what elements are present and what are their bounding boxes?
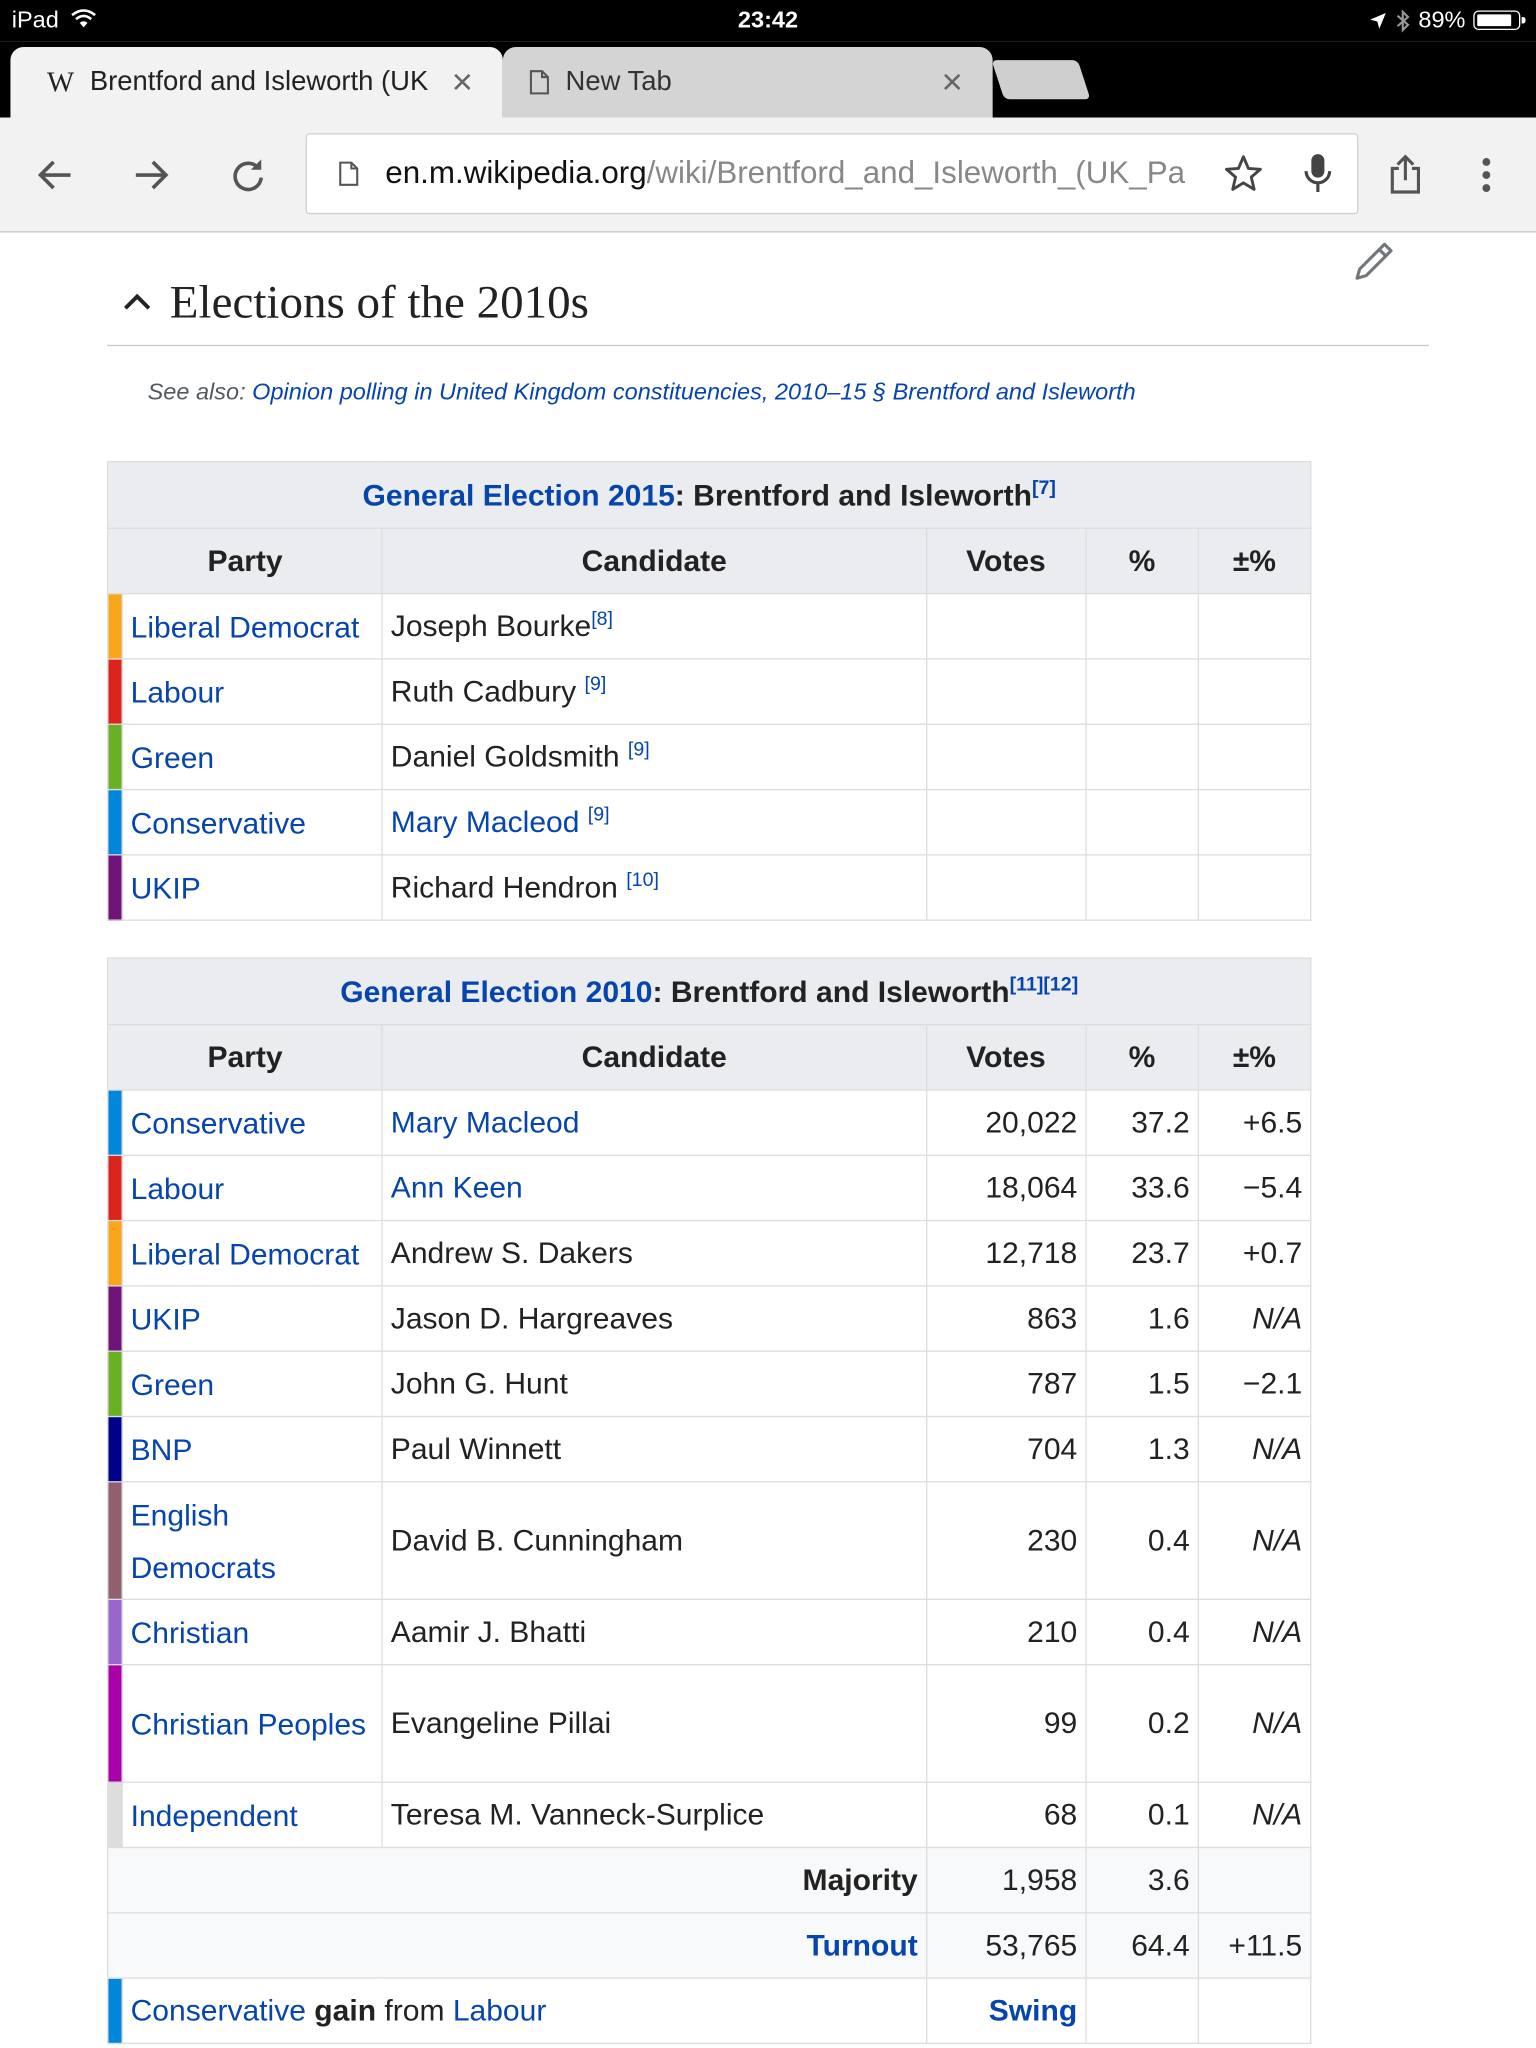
back-button[interactable] bbox=[29, 149, 81, 201]
votes-cell: 863 bbox=[926, 1286, 1086, 1351]
header-votes: Votes bbox=[926, 1025, 1086, 1090]
majority-change bbox=[1198, 1848, 1311, 1913]
candidate-name bbox=[382, 724, 926, 789]
location-arrow-icon bbox=[1369, 11, 1387, 29]
table-row bbox=[108, 1351, 1311, 1416]
party-name[interactable]: Labour bbox=[122, 659, 382, 724]
result-text bbox=[122, 1978, 926, 2043]
party-color-bar bbox=[108, 1155, 122, 1220]
header-pct: % bbox=[1086, 528, 1198, 593]
party-color-bar bbox=[108, 724, 122, 789]
change-cell: −2.1 bbox=[1198, 1351, 1311, 1416]
reference-link[interactable]: [8] bbox=[591, 607, 613, 630]
votes-cell bbox=[926, 594, 1086, 659]
party-name[interactable]: Christian Peoples bbox=[122, 1665, 382, 1783]
header-pct: % bbox=[1086, 1025, 1198, 1090]
page-info-icon bbox=[338, 161, 359, 187]
see-also-note bbox=[148, 379, 1136, 406]
swing-value bbox=[1086, 1978, 1198, 2043]
reference-link[interactable]: [9] bbox=[587, 803, 610, 826]
tab-strip bbox=[0, 42, 1536, 118]
header-candidate: Candidate bbox=[382, 1025, 926, 1090]
table-row bbox=[108, 1416, 1311, 1481]
change-cell: −5.4 bbox=[1198, 1155, 1311, 1220]
candidate-name: Aamir J. Bhatti bbox=[382, 1599, 926, 1664]
candidate-name: John G. Hunt bbox=[382, 1351, 926, 1416]
election-2010-table bbox=[107, 957, 1311, 2044]
candidate-name: Andrew S. Dakers bbox=[382, 1221, 926, 1286]
menu-button[interactable] bbox=[1460, 149, 1512, 201]
votes-cell: 68 bbox=[926, 1782, 1086, 1847]
votes-cell: 787 bbox=[926, 1351, 1086, 1416]
pct-cell: 0.2 bbox=[1086, 1665, 1198, 1783]
reference-link[interactable]: [9] bbox=[584, 673, 607, 696]
page-content bbox=[0, 232, 1536, 2048]
party-color-bar bbox=[108, 1665, 122, 1783]
votes-cell: 230 bbox=[926, 1482, 1086, 1600]
party-name[interactable]: UKIP bbox=[122, 1286, 382, 1351]
party-name[interactable]: BNP bbox=[122, 1416, 382, 1481]
header-candidate: Candidate bbox=[382, 528, 926, 593]
table-row bbox=[108, 1090, 1311, 1155]
candidate-name: Jason D. Hargreaves bbox=[382, 1286, 926, 1351]
candidate-name bbox=[382, 855, 926, 920]
party-color-bar bbox=[108, 1416, 122, 1481]
votes-cell: 12,718 bbox=[926, 1221, 1086, 1286]
table-row bbox=[108, 790, 1311, 855]
back-arrow-icon bbox=[37, 157, 74, 194]
table-caption bbox=[108, 958, 1311, 1025]
change-cell: N/A bbox=[1198, 1286, 1311, 1351]
party-name[interactable]: Conservative bbox=[122, 1090, 382, 1155]
chevron-up-icon bbox=[123, 293, 152, 311]
turnout-label[interactable]: Turnout bbox=[108, 1913, 926, 1978]
table-row bbox=[108, 1665, 1311, 1783]
pct-cell bbox=[1086, 724, 1198, 789]
tab-new-tab[interactable] bbox=[503, 47, 993, 118]
battery-icon bbox=[1473, 10, 1520, 30]
change-cell bbox=[1198, 790, 1311, 855]
status-right bbox=[1369, 7, 1521, 34]
votes-cell bbox=[926, 855, 1086, 920]
votes-cell: 210 bbox=[926, 1599, 1086, 1664]
candidate-name[interactable] bbox=[382, 790, 926, 855]
bluetooth-icon bbox=[1395, 8, 1411, 32]
battery-percent: 89% bbox=[1418, 6, 1466, 33]
caption-refs[interactable]: [11][12] bbox=[1009, 972, 1079, 996]
candidate-label: Daniel Goldsmith bbox=[390, 739, 628, 774]
forward-arrow-icon bbox=[133, 157, 170, 194]
party-color-bar bbox=[108, 1482, 122, 1600]
change-cell bbox=[1198, 855, 1311, 920]
change-cell: N/A bbox=[1198, 1782, 1311, 1847]
election-2015-table bbox=[107, 461, 1311, 921]
candidate-name[interactable]: Mary Macleod bbox=[382, 1090, 926, 1155]
header-change: ±% bbox=[1198, 1025, 1311, 1090]
close-tab-icon[interactable]: × bbox=[941, 61, 963, 102]
caption-link[interactable]: General Election 2010 bbox=[340, 973, 653, 1008]
new-tab-button[interactable] bbox=[992, 60, 1091, 99]
candidate-name: Teresa M. Vanneck-Surplice bbox=[382, 1782, 926, 1847]
share-button[interactable] bbox=[1379, 149, 1431, 201]
wikipedia-favicon-icon: W bbox=[47, 65, 75, 98]
pct-cell: 1.5 bbox=[1086, 1351, 1198, 1416]
party-color-bar bbox=[108, 1286, 122, 1351]
party-name[interactable]: English Democrats bbox=[122, 1482, 382, 1600]
candidate-name: Paul Winnett bbox=[382, 1416, 926, 1481]
change-cell: N/A bbox=[1198, 1665, 1311, 1783]
browser-toolbar bbox=[0, 118, 1536, 233]
turnout-change: +11.5 bbox=[1198, 1913, 1311, 1978]
party-color-bar bbox=[108, 594, 122, 659]
swing-change bbox=[1198, 1978, 1311, 2043]
votes-cell: 20,022 bbox=[926, 1090, 1086, 1155]
table-row bbox=[108, 659, 1311, 724]
pct-cell: 1.6 bbox=[1086, 1286, 1198, 1351]
table-row bbox=[108, 1155, 1311, 1220]
candidate-name bbox=[382, 594, 926, 659]
table-row bbox=[108, 1782, 1311, 1847]
see-also-label: See also: bbox=[147, 378, 253, 405]
party-name[interactable]: Conservative bbox=[122, 790, 382, 855]
device-name: iPad bbox=[11, 6, 59, 33]
see-also-link[interactable]: Opinion polling in United Kingdom constituencies, 2010–15 § Brentford and Isleworth bbox=[252, 378, 1136, 405]
candidate-name: David B. Cunningham bbox=[382, 1482, 926, 1600]
change-cell bbox=[1198, 659, 1311, 724]
forward-button[interactable] bbox=[125, 149, 177, 201]
tab-wikipedia[interactable] bbox=[10, 47, 502, 118]
votes-cell bbox=[926, 659, 1086, 724]
majority-label: Majority bbox=[108, 1848, 926, 1913]
party-color-bar bbox=[108, 1351, 122, 1416]
candidate-name bbox=[382, 659, 926, 724]
votes-cell bbox=[926, 724, 1086, 789]
pct-cell: 37.2 bbox=[1086, 1090, 1198, 1155]
candidate-label[interactable]: Mary Macleod bbox=[390, 804, 588, 839]
party-color-bar bbox=[108, 1221, 122, 1286]
party-name[interactable]: Christian bbox=[122, 1599, 382, 1664]
section-heading[interactable] bbox=[107, 259, 1429, 347]
reference-link[interactable]: [9] bbox=[627, 738, 650, 761]
candidate-name[interactable]: Ann Keen bbox=[382, 1155, 926, 1220]
header-change: ±% bbox=[1198, 528, 1311, 593]
pct-cell: 0.4 bbox=[1086, 1599, 1198, 1664]
table-row bbox=[108, 1599, 1311, 1664]
party-color-bar bbox=[108, 855, 122, 920]
result-from-party[interactable]: Labour bbox=[452, 1993, 547, 2028]
pct-cell bbox=[1086, 855, 1198, 920]
swing-label[interactable]: Swing bbox=[926, 1978, 1086, 2043]
caption-link[interactable]: General Election 2015 bbox=[362, 477, 675, 512]
turnout-pct: 64.4 bbox=[1086, 1913, 1198, 1978]
table-row bbox=[108, 855, 1311, 920]
close-tab-icon[interactable]: × bbox=[451, 61, 474, 102]
party-color-bar bbox=[108, 1599, 122, 1664]
party-color-bar bbox=[108, 1978, 122, 2043]
party-color-bar bbox=[108, 659, 122, 724]
change-cell: N/A bbox=[1198, 1482, 1311, 1600]
microphone-icon[interactable] bbox=[1302, 153, 1333, 195]
reference-link[interactable]: [10] bbox=[626, 869, 659, 892]
table-row bbox=[108, 1482, 1311, 1600]
caption-text: : Brentford and Isleworth bbox=[652, 973, 1010, 1008]
party-name[interactable]: Liberal Democrat bbox=[122, 594, 382, 659]
table-caption bbox=[108, 462, 1311, 529]
url-path: /wiki/Brentford_and_Isleworth_(UK_Pa bbox=[646, 155, 1186, 191]
table-row bbox=[108, 724, 1311, 789]
table-row bbox=[108, 1286, 1311, 1351]
caption-text: : Brentford and Isleworth bbox=[674, 477, 1032, 512]
pct-cell: 1.3 bbox=[1086, 1416, 1198, 1481]
bookmark-star-icon[interactable] bbox=[1224, 154, 1263, 193]
votes-cell: 704 bbox=[926, 1416, 1086, 1481]
address-bar[interactable] bbox=[306, 133, 1359, 214]
change-cell: +0.7 bbox=[1198, 1221, 1311, 1286]
candidate-label: Ruth Cadbury bbox=[390, 673, 585, 708]
pct-cell: 33.6 bbox=[1086, 1155, 1198, 1220]
pct-cell: 23.7 bbox=[1086, 1221, 1198, 1286]
party-name[interactable]: Labour bbox=[122, 1155, 382, 1220]
change-cell bbox=[1198, 724, 1311, 789]
party-name[interactable]: Independent bbox=[122, 1782, 382, 1847]
votes-cell: 18,064 bbox=[926, 1155, 1086, 1220]
candidate-name: Evangeline Pillai bbox=[382, 1665, 926, 1783]
votes-cell: 99 bbox=[926, 1665, 1086, 1783]
party-color-bar bbox=[108, 790, 122, 855]
pct-cell: 0.4 bbox=[1086, 1482, 1198, 1600]
turnout-votes: 53,765 bbox=[926, 1913, 1086, 1978]
change-cell: N/A bbox=[1198, 1416, 1311, 1481]
party-name[interactable]: Liberal Democrat bbox=[122, 1221, 382, 1286]
table-row bbox=[108, 594, 1311, 659]
url-text bbox=[385, 155, 1208, 192]
status-bar bbox=[0, 0, 1536, 42]
pct-cell bbox=[1086, 594, 1198, 659]
pct-cell bbox=[1086, 659, 1198, 724]
candidate-label: Joseph Bourke bbox=[390, 608, 592, 643]
majority-pct: 3.6 bbox=[1086, 1848, 1198, 1913]
pct-cell bbox=[1086, 790, 1198, 855]
tab-title: New Tab bbox=[565, 66, 672, 97]
page-icon bbox=[529, 69, 550, 95]
share-icon bbox=[1388, 154, 1422, 196]
party-name[interactable]: Green bbox=[122, 724, 382, 789]
result-gain: gain bbox=[305, 1993, 377, 2028]
pct-cell: 0.1 bbox=[1086, 1782, 1198, 1847]
reload-icon bbox=[230, 157, 267, 194]
party-color-bar bbox=[108, 1090, 122, 1155]
reload-button[interactable] bbox=[222, 149, 274, 201]
candidate-label: Richard Hendron bbox=[390, 869, 627, 904]
header-votes: Votes bbox=[926, 528, 1086, 593]
header-party: Party bbox=[108, 1025, 383, 1090]
result-from: from bbox=[376, 1993, 453, 2028]
caption-refs[interactable]: [7] bbox=[1031, 476, 1056, 499]
change-cell bbox=[1198, 594, 1311, 659]
party-name[interactable]: UKIP bbox=[122, 855, 382, 920]
clock: 23:42 bbox=[737, 6, 799, 33]
party-name[interactable]: Green bbox=[122, 1351, 382, 1416]
url-host: en.m.wikipedia.org bbox=[385, 155, 647, 191]
change-cell: +6.5 bbox=[1198, 1090, 1311, 1155]
section-title: Elections of the 2010s bbox=[169, 275, 589, 328]
majority-votes: 1,958 bbox=[926, 1848, 1086, 1913]
result-party[interactable]: Conservative bbox=[130, 1993, 306, 2028]
votes-cell bbox=[926, 790, 1086, 855]
table-row bbox=[108, 1221, 1311, 1286]
header-party: Party bbox=[108, 528, 383, 593]
party-color-bar bbox=[108, 1782, 122, 1847]
change-cell: N/A bbox=[1198, 1599, 1311, 1664]
more-vert-icon bbox=[1481, 157, 1491, 194]
tab-title: Brentford and Isleworth (UK bbox=[89, 66, 429, 97]
